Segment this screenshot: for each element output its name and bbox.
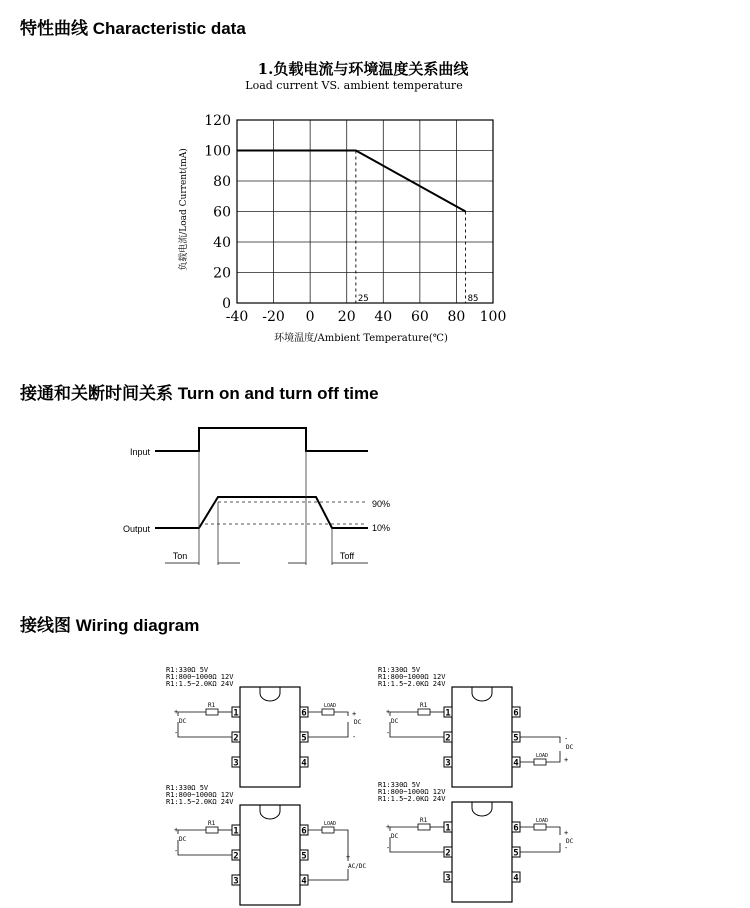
dc-in-minus-sign: - <box>174 729 179 737</box>
dc-in-plus-sign: + <box>174 708 179 716</box>
y-tick-label: 80 <box>213 174 231 190</box>
output-wire-5 <box>520 843 560 852</box>
pin-number: 1 <box>233 826 239 837</box>
input-label: Input <box>129 447 150 457</box>
dc-out-label: DC <box>566 838 574 845</box>
x-tick-label: 40 <box>374 309 393 325</box>
output-label: Output <box>122 524 150 534</box>
r-spec-24v: R1:1.5~2.0KΩ 24V <box>378 795 446 803</box>
pin-number: 2 <box>233 851 239 862</box>
r-spec-12v: R1:800~1000Ω 12V <box>166 673 234 681</box>
r1-label: R1 <box>208 702 216 709</box>
wiring-diagram-3 <box>166 784 366 905</box>
section-title-characteristic: 特性曲线 Characteristic data <box>20 19 246 38</box>
resistor-r1 <box>418 709 430 715</box>
dc-out-plus: + <box>564 829 569 837</box>
section-title-wiring: 接线图 Wiring diagram <box>20 616 200 635</box>
y-tick-label: 60 <box>213 204 231 221</box>
wiring-diagram-2 <box>378 666 574 787</box>
annotation-label: 85 <box>467 294 479 304</box>
load-label: LOAD <box>324 821 337 827</box>
r-spec-24v: R1:1.5~2.0KΩ 24V <box>166 798 234 806</box>
pin-number: 3 <box>233 758 239 769</box>
r-spec-12v: R1:800~1000Ω 12V <box>378 673 446 681</box>
dc-in-minus-sign: - <box>174 847 179 855</box>
dc-out-label: DC <box>354 719 362 726</box>
wiring-diagram-4 <box>378 781 574 902</box>
load-resistor <box>534 759 546 765</box>
x-axis-label: 环境温度/Ambient Temperature(℃) <box>274 333 448 344</box>
section-title-timing: 接通和关断时间关系 Turn on and turn off time <box>20 384 379 403</box>
relay-body <box>452 687 512 787</box>
pin-number: 3 <box>445 758 451 769</box>
pin-number: 1 <box>445 823 451 834</box>
dc-in-label: DC <box>391 833 399 840</box>
dc-out-minus: - <box>352 733 357 741</box>
x-tick-label: -20 <box>262 309 285 325</box>
y-axis-label: 负载电流/Load Current(mA) <box>179 148 189 271</box>
load-label: LOAD <box>536 753 549 759</box>
annotation-label: 25 <box>357 294 369 304</box>
pin-number: 2 <box>445 733 451 744</box>
dc-out-minus: - <box>564 735 569 743</box>
pin-number: 1 <box>445 708 451 719</box>
relay-body <box>240 687 300 787</box>
y-tick-label: 120 <box>204 113 231 129</box>
dc-out-plus: + <box>352 710 357 718</box>
x-tick-label: 100 <box>479 309 507 325</box>
dc-in-label: DC <box>391 718 399 725</box>
resistor-r1 <box>206 827 218 833</box>
level-10-label: 10% <box>372 523 391 533</box>
acdc-label: AC/DC <box>348 863 367 870</box>
r1-label: R1 <box>208 820 216 827</box>
r-spec-24v: R1:1.5~2.0KΩ 24V <box>166 680 234 688</box>
toff-label: Toff <box>339 551 355 561</box>
pin-number: 2 <box>233 733 239 744</box>
r-spec-5v: R1:330Ω 5V <box>166 666 209 674</box>
load-resistor <box>534 824 546 830</box>
pin-number: 4 <box>513 758 519 769</box>
output-wire-4 <box>308 869 348 880</box>
level-90-label: 90% <box>372 499 391 509</box>
dc-in-plus-sign: + <box>174 826 179 834</box>
x-tick-label: 20 <box>337 309 356 325</box>
pin-number: 5 <box>301 851 307 862</box>
dc-in-minus-sign: - <box>386 729 391 737</box>
relay-body <box>240 805 300 905</box>
pin-number: 5 <box>513 733 519 744</box>
y-tick-label: 40 <box>213 235 231 251</box>
resistor-r1 <box>418 824 430 830</box>
output-wire-5 <box>308 722 348 737</box>
r-spec-24v: R1:1.5~2.0KΩ 24V <box>378 680 446 688</box>
y-tick-label: 100 <box>204 143 231 160</box>
chart-title: 1.负载电流与环境温度关系曲线 <box>257 60 469 78</box>
pin-number: 4 <box>513 873 519 884</box>
acdc-plus: + <box>346 853 351 861</box>
dc-out-plus: + <box>564 756 569 764</box>
relay-body <box>452 802 512 902</box>
output-wire-6 <box>308 830 351 861</box>
load-label: LOAD <box>324 703 337 709</box>
dc-out-label: DC <box>566 744 574 751</box>
x-tick-label: 60 <box>410 309 429 325</box>
pin-number: 5 <box>301 733 307 744</box>
r-spec-5v: R1:330Ω 5V <box>166 784 209 792</box>
pin-number: 4 <box>301 876 307 887</box>
pin-number: 6 <box>301 826 307 837</box>
ton-label: Ton <box>172 551 188 561</box>
pin-number: 6 <box>301 708 307 719</box>
x-tick-label: 80 <box>447 309 466 325</box>
pin-number: 4 <box>301 758 307 769</box>
r-spec-12v: R1:800~1000Ω 12V <box>378 788 446 796</box>
y-tick-label: 0 <box>222 296 231 312</box>
pin-number: 5 <box>513 848 519 859</box>
r-spec-5v: R1:330Ω 5V <box>378 781 421 789</box>
load-resistor <box>322 827 334 833</box>
x-tick-label: -40 <box>225 309 249 325</box>
chart-subtitle: Load current VS. ambient temperature <box>245 79 463 92</box>
r1-label: R1 <box>420 817 428 824</box>
dc-in-label: DC <box>179 718 187 725</box>
r-spec-12v: R1:800~1000Ω 12V <box>166 791 234 799</box>
pin-number: 3 <box>445 873 451 884</box>
output-wire-5 <box>520 737 560 743</box>
x-tick-label: 0 <box>305 309 315 325</box>
dc-in-plus-sign: + <box>386 708 391 716</box>
y-tick-label: 20 <box>213 265 231 282</box>
r-spec-5v: R1:330Ω 5V <box>378 666 421 674</box>
pin-number: 2 <box>445 848 451 859</box>
pin-number: 1 <box>233 708 239 719</box>
pin-number: 6 <box>513 708 519 719</box>
resistor-r1 <box>206 709 218 715</box>
dc-in-label: DC <box>179 836 187 843</box>
pin-number: 6 <box>513 823 519 834</box>
wiring-diagram-1 <box>166 666 362 787</box>
load-resistor <box>322 709 334 715</box>
pin-number: 3 <box>233 876 239 887</box>
load-label: LOAD <box>536 818 549 824</box>
r1-label: R1 <box>420 702 428 709</box>
dc-in-plus-sign: + <box>386 823 391 831</box>
dc-out-minus: - <box>564 844 569 852</box>
dc-in-minus-sign: - <box>386 844 391 852</box>
